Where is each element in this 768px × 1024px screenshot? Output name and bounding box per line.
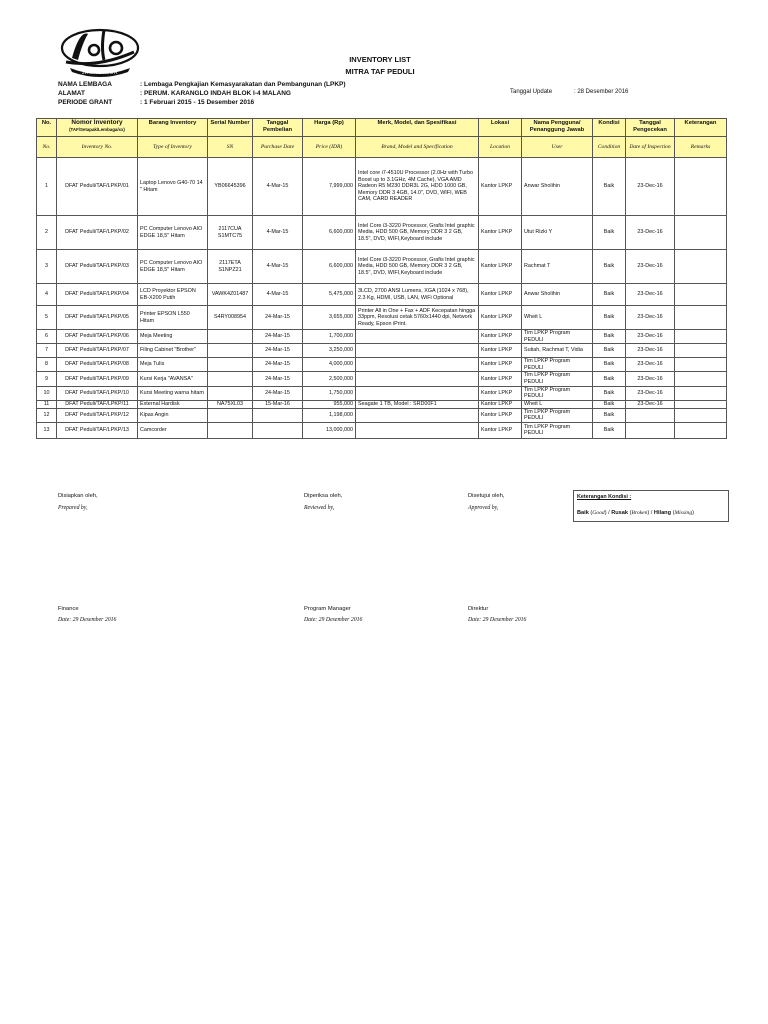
cell-price: 6,600,000 [303, 250, 356, 284]
cell-condition: Baik [593, 358, 626, 372]
table-row [37, 284, 727, 306]
cell-user-name: Tim LPKP Program PEDULI [522, 358, 593, 372]
table-row [37, 372, 727, 386]
cell-specification: Intel Core i3-3220 Processor, Grafis Intel graphic Media, HDD 500 GB, Memory DDR 3 2 GB, 18.5", DVD, WIFI,Keyboard include [356, 216, 479, 250]
cell-row-number: 5 [37, 306, 57, 330]
cell-inventory-number: DFAT Peduli/TAF/LPKP/08 [57, 358, 138, 372]
col-header: No. [37, 119, 57, 137]
cell-price: 13,000,000 [303, 422, 356, 438]
cell-user-name: Tim LPKP Program PEDULI [522, 372, 593, 386]
finance-date: Date: 29 Desember 2016 [58, 617, 117, 623]
cell-item-name: LCD Proyektor EPSON EB-X200 Putih [138, 284, 208, 306]
update-value: : 28 Desember 2016 [574, 89, 629, 95]
cell-remarks [675, 284, 727, 306]
logo-brand-text: Lpkp [95, 23, 105, 28]
cell-serial-number [208, 344, 253, 358]
cell-condition: Baik [593, 408, 626, 422]
col-header: Tanggal Pengecekan [626, 119, 675, 137]
cell-remarks [675, 408, 727, 422]
cond-missing-en: Missing [674, 510, 693, 516]
cell-inventory-number: DFAT Peduli/TAF/LPKP/02 [57, 216, 138, 250]
col-header: Keterangan [675, 119, 727, 137]
cell-inventory-number: DFAT Peduli/TAF/LPKP/11 [57, 400, 138, 408]
cell-location: Kantor LPKP [479, 250, 522, 284]
cell-condition: Baik [593, 306, 626, 330]
logo-region-text: JAWA TIMUR [81, 70, 119, 76]
cell-condition: Baik [593, 372, 626, 386]
lpkp-logo [58, 22, 142, 80]
cell-item-name: Laptop Lenovo G40-70 14 " Hitam [138, 158, 208, 216]
cell-serial-number [208, 330, 253, 344]
doc-subtitle: MITRA TAF PEDULI [345, 67, 415, 76]
cell-price: 6,600,000 [303, 216, 356, 250]
cell-purchase-date [253, 422, 303, 438]
pm-role: Program Manager [304, 606, 351, 612]
meta-row [58, 98, 346, 107]
cell-item-name: PC Computer Lenovo AIO EDGE 18,5" Hitam [138, 250, 208, 284]
col-header-en: No. [37, 137, 57, 158]
cell-serial-number: VAWK4Z01487 [208, 284, 253, 306]
cell-inspection-date: 23-Dec-16 [626, 216, 675, 250]
cell-remarks [675, 400, 727, 408]
cell-item-name: Filing Cabinet "Brother" [138, 344, 208, 358]
condition-legend [573, 490, 729, 522]
cell-serial-number [208, 422, 253, 438]
cell-purchase-date: 24-Mar-15 [253, 344, 303, 358]
meta-row [58, 89, 346, 98]
cell-inventory-number: DFAT Peduli/TAF/LPKP/09 [57, 372, 138, 386]
cell-inspection-date: 23-Dec-16 [626, 372, 675, 386]
cell-condition: Baik [593, 344, 626, 358]
cell-price: 955,000 [303, 400, 356, 408]
col-header-en: Date of Inspection [626, 137, 675, 158]
cell-specification [356, 330, 479, 344]
cell-row-number: 9 [37, 372, 57, 386]
cell-location: Kantor LPKP [479, 358, 522, 372]
cell-user-name: Utut Rizki Y [522, 216, 593, 250]
cell-price: 3,250,000 [303, 344, 356, 358]
inventory-body [37, 158, 727, 439]
condition-legend-title: Keterangan Kondisi : [577, 494, 632, 500]
cell-user-name: Anwar Sholihin [522, 284, 593, 306]
finance-role: Finance [58, 606, 79, 612]
cell-price: 5,475,000 [303, 284, 356, 306]
cell-row-number: 6 [37, 330, 57, 344]
cell-location: Kantor LPKP [479, 408, 522, 422]
cell-specification: Intel core i7-4510U Processor (2.0Hz with Turbo Boost up to 3.1GHz, 4M Cache), VGA AMD Radeon R5 M230 DDR3L 2G, HDD 1000 GB, Memory DDR 3 4GB, 14.0", DVD, WIFI, WEB CAM, CARD READER [356, 158, 479, 216]
header-row-english [37, 137, 727, 158]
cell-row-number: 12 [37, 408, 57, 422]
col-header-en: User [522, 137, 593, 158]
table-row [37, 400, 727, 408]
col-header: Merk, Model, dan Spesifikasi [356, 119, 479, 137]
cell-remarks [675, 344, 727, 358]
cell-purchase-date [253, 408, 303, 422]
cell-user-name: Tim LPKP Program PEDULI [522, 408, 593, 422]
approved-label-en: Approved by, [468, 505, 499, 511]
cell-inspection-date: 23-Dec-16 [626, 386, 675, 400]
table-row [37, 330, 727, 344]
meta-label: ALAMAT [58, 90, 85, 97]
table-row [37, 344, 727, 358]
cell-specification: Seagate 1 TB, Model : SRD00F1 [356, 400, 479, 408]
cell-purchase-date: 24-Mar-15 [253, 372, 303, 386]
cell-remarks [675, 372, 727, 386]
cell-inspection-date: 23-Dec-16 [626, 158, 675, 216]
cell-remarks [675, 422, 727, 438]
cell-inventory-number: DFAT Peduli/TAF/LPKP/12 [57, 408, 138, 422]
cell-inspection-date [626, 422, 675, 438]
cell-row-number: 13 [37, 422, 57, 438]
cell-condition: Baik [593, 250, 626, 284]
col-header-en: Brand, Model and Specification [356, 137, 479, 158]
cell-serial-number: S4RY008954 [208, 306, 253, 330]
col-header-en: Inventory No. [57, 137, 138, 158]
cell-inspection-date: 23-Dec-16 [626, 284, 675, 306]
cell-inspection-date: 23-Dec-16 [626, 358, 675, 372]
cell-location: Kantor LPKP [479, 284, 522, 306]
col-header: Barang Inventory [138, 119, 208, 137]
cell-inventory-number: DFAT Peduli/TAF/LPKP/03 [57, 250, 138, 284]
cell-price: 1,750,000 [303, 386, 356, 400]
inventory-table [36, 118, 727, 439]
cell-row-number: 7 [37, 344, 57, 358]
cell-serial-number [208, 386, 253, 400]
cell-item-name: Kursi Kerja "AVANSA" [138, 372, 208, 386]
cell-specification: Intel Core i3-3220 Processor, Grafis Intel graphic Media, HDD 500 GB, Memory DDR 3 2 GB, 18.5", DVD, WIFI,Keyboard include [356, 250, 479, 284]
col-header: Serial Number [208, 119, 253, 137]
col-header-sub: (TAF/Setapak/Lembaga/xx) [69, 126, 125, 132]
cell-item-name: Meja Tulis [138, 358, 208, 372]
cell-remarks [675, 158, 727, 216]
table-row [37, 408, 727, 422]
col-header-en: SN [208, 137, 253, 158]
cell-serial-number [208, 358, 253, 372]
cell-serial-number [208, 372, 253, 386]
cell-specification [356, 344, 479, 358]
cell-inspection-date: 23-Dec-16 [626, 400, 675, 408]
col-header: Kondisi [593, 119, 626, 137]
reviewed-label: Diperiksa oleh, [304, 493, 343, 499]
cell-inventory-number: DFAT Peduli/TAF/LPKP/06 [57, 330, 138, 344]
meta-label: NAMA LEMBAGA [58, 81, 112, 88]
table-row [37, 422, 727, 438]
header-row [37, 119, 727, 137]
cell-location: Kantor LPKP [479, 344, 522, 358]
cell-condition: Baik [593, 216, 626, 250]
cell-purchase-date: 15-Mar-16 [253, 400, 303, 408]
col-header-en: Location [479, 137, 522, 158]
table-row [37, 386, 727, 400]
cell-price: 2,500,000 [303, 372, 356, 386]
meta-value: : PERUM. KARANGLO INDAH BLOK I-4 MALANG [140, 90, 291, 97]
cell-condition: Baik [593, 422, 626, 438]
cell-serial-number: 2117CUA S1MTC75 [208, 216, 253, 250]
cell-user-name: Sutiah, Rachmat T, Vidia [522, 344, 593, 358]
cell-row-number: 1 [37, 158, 57, 216]
cell-purchase-date: 24-Mar-15 [253, 386, 303, 400]
cell-row-number: 10 [37, 386, 57, 400]
director-date: Date: 29 Desember 2016 [468, 617, 527, 623]
cell-location: Kantor LPKP [479, 422, 522, 438]
cell-row-number: 4 [37, 284, 57, 306]
col-header-en: Purchase Date [253, 137, 303, 158]
cell-user-name: Tim LPKP Program PEDULI [522, 422, 593, 438]
cell-remarks [675, 386, 727, 400]
cell-condition: Baik [593, 386, 626, 400]
cell-inventory-number: DFAT Peduli/TAF/LPKP/10 [57, 386, 138, 400]
cell-serial-number: 2117ETA S1NPZ21 [208, 250, 253, 284]
pm-date: Date: 29 Desember 2016 [304, 617, 363, 623]
table-row [37, 216, 727, 250]
cell-condition: Baik [593, 284, 626, 306]
cell-row-number: 2 [37, 216, 57, 250]
cell-item-name: Meja Meeting [138, 330, 208, 344]
approved-label: Disetujui oleh, [468, 493, 505, 499]
table-row [37, 158, 727, 216]
cell-purchase-date: 24-Mar-15 [253, 358, 303, 372]
cell-inspection-date: 23-Dec-16 [626, 330, 675, 344]
org-meta [58, 80, 346, 107]
condition-legend-line: Baik (Good) / Rusak (Broken) / Hilang (Missing) [577, 510, 695, 516]
cell-specification [356, 422, 479, 438]
cell-item-name: Printer EPSON L550 Hitam [138, 306, 208, 330]
col-header-en: Type of Inventory [138, 137, 208, 158]
director-role: Direktur [468, 606, 489, 612]
cell-user-name: Tim LPKP Program PEDULI [522, 330, 593, 344]
cell-purchase-date: 4-Mar-15 [253, 284, 303, 306]
cell-inventory-number: DFAT Peduli/TAF/LPKP/07 [57, 344, 138, 358]
col-header: Tanggal Pembelian [253, 119, 303, 137]
cond-good-en: Good [592, 510, 605, 516]
meta-value: : Lembaga Pengkajian Kemasyarakatan dan Pembangunan (LPKP) [140, 81, 346, 88]
col-header-en: Price (IDR) [303, 137, 356, 158]
table-row [37, 358, 727, 372]
meta-label: PERIODE GRANT [58, 99, 113, 106]
cell-price: 1,700,000 [303, 330, 356, 344]
cell-inspection-date [626, 408, 675, 422]
cell-inventory-number: DFAT Peduli/TAF/LPKP/05 [57, 306, 138, 330]
cell-user-name: Wheit L [522, 306, 593, 330]
cell-price: 1,198,000 [303, 408, 356, 422]
cell-purchase-date: 24-Mar-15 [253, 330, 303, 344]
cell-location: Kantor LPKP [479, 400, 522, 408]
cell-row-number: 11 [37, 400, 57, 408]
cell-inventory-number: DFAT Peduli/TAF/LPKP/04 [57, 284, 138, 306]
table-row [37, 306, 727, 330]
col-header-en: Remarks [675, 137, 727, 158]
cell-row-number: 8 [37, 358, 57, 372]
cell-inspection-date: 23-Dec-16 [626, 306, 675, 330]
cell-item-name: Kursi Meeting warna hitam [138, 386, 208, 400]
meta-value: : 1 Februari 2015 - 15 Desember 2016 [140, 99, 255, 106]
cell-location: Kantor LPKP [479, 330, 522, 344]
cell-serial-number: YB06645396 [208, 158, 253, 216]
prepared-label: Disiapkan oleh, [58, 493, 98, 499]
prepared-label-en: Prepared by, [58, 505, 88, 511]
col-header: Lokasi [479, 119, 522, 137]
cell-item-name: Kipas Angin [138, 408, 208, 422]
cell-inspection-date: 23-Dec-16 [626, 344, 675, 358]
cell-user-name: Wheit L [522, 400, 593, 408]
cell-remarks [675, 250, 727, 284]
cond-good: Baik [577, 510, 589, 516]
cell-location: Kantor LPKP [479, 158, 522, 216]
cell-remarks [675, 358, 727, 372]
cell-price: 3,655,000 [303, 306, 356, 330]
cell-user-name: Rachmat T [522, 250, 593, 284]
cell-purchase-date: 24-Mar-15 [253, 306, 303, 330]
cell-location: Kantor LPKP [479, 216, 522, 250]
table-row [37, 250, 727, 284]
cell-location: Kantor LPKP [479, 386, 522, 400]
cell-remarks [675, 216, 727, 250]
cell-condition: Baik [593, 158, 626, 216]
cell-remarks [675, 330, 727, 344]
cond-broken-en: Broken [631, 510, 648, 516]
cell-inspection-date: 23-Dec-16 [626, 250, 675, 284]
cell-purchase-date: 4-Mar-15 [253, 158, 303, 216]
cell-inventory-number: DFAT Peduli/TAF/LPKP/13 [57, 422, 138, 438]
cell-price: 4,000,000 [303, 358, 356, 372]
cond-broken: Rusak [611, 510, 629, 516]
meta-row [58, 80, 346, 89]
cell-user-name: Anwar Sholihin [522, 158, 593, 216]
cell-location: Kantor LPKP [479, 372, 522, 386]
cell-serial-number: NA75XL03 [208, 400, 253, 408]
col-header: Harga (Rp) [303, 119, 356, 137]
cell-condition: Baik [593, 400, 626, 408]
col-header: Nama Pengguna/ Penanggung Jawab [522, 119, 593, 137]
cell-inventory-number: DFAT Peduli/TAF/LPKP/01 [57, 158, 138, 216]
cell-serial-number [208, 408, 253, 422]
cell-item-name: External Hardisk [138, 400, 208, 408]
cell-item-name: PC Computer Lenovo AIO EDGE 18,5" Hitam [138, 216, 208, 250]
cell-specification [356, 386, 479, 400]
cell-user-name: Tim LPKP Program PEDULI [522, 386, 593, 400]
cell-item-name: Camcorder [138, 422, 208, 438]
col-header [57, 119, 138, 137]
cell-remarks [675, 306, 727, 330]
cell-condition: Baik [593, 330, 626, 344]
update-label: Tanggal Update [510, 89, 553, 95]
cell-specification: Printer All in One + Fax + ADF Kecepatan hingga 33ppm, Resolusi cetak 5760x1440 dpi, Network Ready, Epson iPrint. [356, 306, 479, 330]
cell-specification [356, 408, 479, 422]
cell-location: Kantor LPKP [479, 306, 522, 330]
cell-price: 7,999,000 [303, 158, 356, 216]
cell-purchase-date: 4-Mar-15 [253, 250, 303, 284]
cell-row-number: 3 [37, 250, 57, 284]
col-header-label: Nomor Inventory [71, 119, 123, 126]
cell-specification [356, 358, 479, 372]
cond-missing: Hilang [653, 510, 672, 516]
doc-title: INVENTORY LIST [349, 55, 411, 64]
cell-specification [356, 372, 479, 386]
cell-specification: 3LCD, 2700 ANSI Lumens, XGA (1024 x 768), 2.3 Kg, HDMI, USB, LAN, WiFi Optional [356, 284, 479, 306]
reviewed-label-en: Reviewed by, [304, 505, 335, 511]
cell-purchase-date: 4-Mar-15 [253, 216, 303, 250]
col-header-en: Condition [593, 137, 626, 158]
